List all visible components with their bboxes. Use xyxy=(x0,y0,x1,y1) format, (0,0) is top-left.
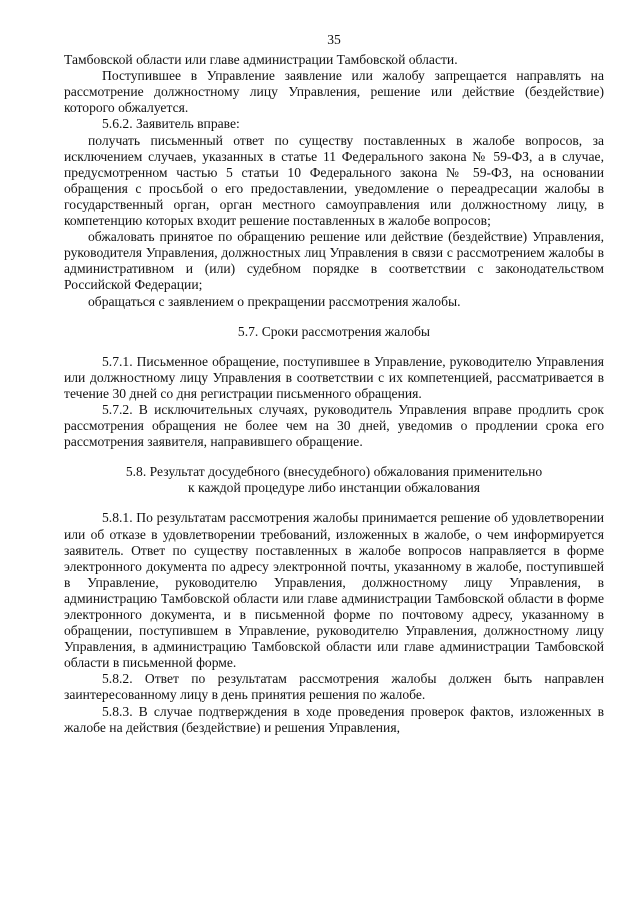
section-heading-5-8-line2: к каждой процедуре либо инстанции обжалования xyxy=(187,480,481,496)
page-number: 35 xyxy=(327,32,341,47)
paragraph: Поступившее в Управление заявление или жалобу запрещается направлять на рассмотрение должностному лицу Управления, решение или действие (бездействие) которого обжалуется. xyxy=(64,68,604,116)
paragraph: 5.8.3. В случае подтверждения в ходе проведения проверок фактов, изложенных в жалобе на действия (бездействие) и решения Управления, xyxy=(64,703,604,735)
paragraph: 5.8.2. Ответ по результатам рассмотрения жалобы должен быть направлен заинтересованному лицу в день принятия решения по жалобе. xyxy=(64,671,604,703)
paragraph: 5.6.2. Заявитель вправе: xyxy=(102,116,240,132)
paragraph: обжаловать принятое по обращению решение или действие (бездействие) Управления, руководителя Управления, должностных лиц Управления в связи с рассмотрением жалобы в административном и (или) судебном порядке в соответствии с законодательством Российской Федерации; xyxy=(64,229,604,293)
section-heading-5-8-line1: 5.8. Результат досудебного (внесудебного) обжалования применительно xyxy=(125,464,543,480)
paragraph: 5.8.1. По результатам рассмотрения жалобы принимается решение об удовлетворении или об отказе в удовлетворении требований, изложенных в жалобе, о чем информируется заявитель. Ответ по существу поставленных в жалобе вопросов направляется в форме электронного документа по адресу электронной почты, указанному в жалобе, поступившей в Управление, руководителю Управления, должностному лицу Управления, в администрацию Тамбовской области или главе администрации Тамбовской области в форме электронного документа, и в письменной форме по почтовому адресу, указанному в обращении, поступившем в Управление, руководителю Управления, должностному лицу Управления, в администрацию Тамбовской области или главе администрации Тамбовской области в письменной форме. xyxy=(64,510,604,671)
section-heading-5-7: 5.7. Сроки рассмотрения жалобы xyxy=(237,323,431,339)
paragraph: получать письменный ответ по существу поставленных в жалобе вопросов, за исключением случаев, указанных в статье 11 Федерального закона № 59-ФЗ, а в случае, предусмотренном частью 5 статьи 10 Федерального закона № 59-ФЗ, на основании обращения с просьбой о его предоставлении, уведомление о переадресации жалобы в государственный орган, орган местного самоуправления или должностному лицу, в компетенцию которых входит решение поставленных в жалобе вопросов; xyxy=(64,132,604,229)
paragraph: обращаться с заявлением о прекращении рассмотрения жалобы. xyxy=(88,293,461,309)
section-5-6-continuation xyxy=(64,52,604,310)
document-page xyxy=(64,32,604,736)
paragraph: 5.7.1. Письменное обращение, поступившее в Управление, руководителю Управления или должностному лицу Управления в соответствии с их компетенцией, рассматривается в течение 30 дней со дня регистрации письменного обращения. xyxy=(64,353,604,401)
section-5-7 xyxy=(64,354,604,451)
section-5-8 xyxy=(64,510,604,735)
paragraph: 5.7.2. В исключительных случаях, руководитель Управления вправе продлить срок рассмотрения обращения не более чем на 30 дней, уведомив о продлении срока его рассмотрения заявителя, направившего обращение. xyxy=(64,401,604,450)
paragraph: Тамбовской области или главе администрации Тамбовской области. xyxy=(64,52,458,68)
